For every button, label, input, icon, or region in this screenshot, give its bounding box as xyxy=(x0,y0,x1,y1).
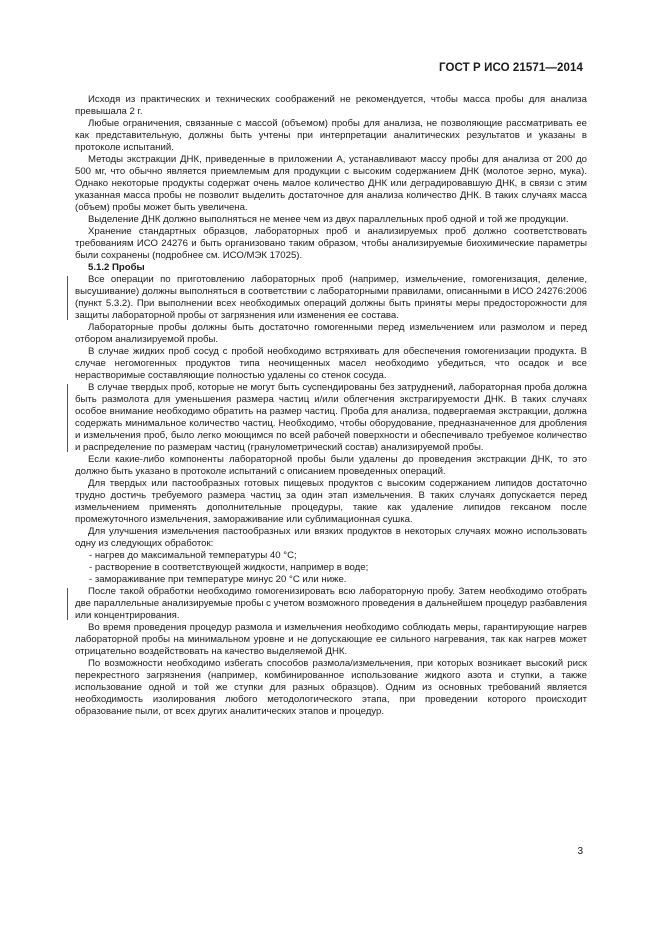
paragraph: Для улучшения измельчения пастообразных или вязких продуктов в некоторых случаях можно использовать одну из следующих обработок: xyxy=(75,526,587,549)
list-item: - замораживание при температуре минус 20 °С или ниже. xyxy=(89,574,347,585)
paragraph: Выделение ДНК должно выполняться не менее чем из двух параллельных проб одной и той же продукции. xyxy=(88,214,569,225)
page-number: 3 xyxy=(577,846,583,857)
paragraph: Если какие-либо компоненты лабораторной пробы были удалены до проведения экстракции ДНК, то это должно быть указано в протоколе испытаний с описанием проведенных операций. xyxy=(75,454,587,477)
document-code: ГОСТ Р ИСО 21571—2014 xyxy=(438,62,583,74)
paragraph: Хранение стандартных образцов, лабораторных проб и анализируемых проб должно соответствовать требованиям ИСО 24276 и быть организовано таким образом, чтобы анализируемые биохимические параметры были сохранены (подробнее см. ИСО/МЭК 17025). xyxy=(75,226,587,261)
document-body xyxy=(75,94,587,718)
list-item: - нагрев до максимальной температуры 40 °С; xyxy=(89,550,297,561)
paragraph-changed: В случае твердых проб, которые не могут быть суспендированы без затруднений, лабораторная проба должна быть размолота для уменьшения размера частиц и/или облегчения экстрагируемости ДНК. В таких случаях особое внимание необходимо обратить на размер частиц. Проба для анализа, подвергаемая экстракции, должна содержать минимальное количество частиц. Необходимо, чтобы оборудование, предназначенное для дробления и измельчения проб, было легко моющимся по всей рабочей поверхности и обеспечивало требуемое количество и распределение по размерам частиц (гранулометрический состав) анализируемой пробы. xyxy=(75,382,587,453)
list-item: - растворение в соответствующей жидкости, например в воде; xyxy=(89,562,369,573)
paragraph-changed: После такой обработки необходимо гомогенизировать всю лабораторную пробу. Затем необходимо отобрать две параллельные анализируемые пробы с учетом возможного проведения в дальнейшем процедур разбавления или концентрирования. xyxy=(75,586,587,621)
paragraph: Для твердых или пастообразных готовых пищевых продуктов с высоким содержанием липидов достаточно трудно достичь требуемого размера частиц за один этап измельчения. В таких случаях допускается перед измельчением применять дополнительные процедуры, такие как удаление липидов гексаном после промежуточного измельчения, замораживание или сублимационная сушка. xyxy=(75,478,587,525)
paragraph: Любые ограничения, связанные с массой (объемом) пробы для анализа, не позволяющие рассматривать ее как представительную, должны быть учтены при интерпретации аналитических результатов и указаны в протоколе испытаний. xyxy=(75,118,587,153)
paragraph: Во время проведения процедур размола и измельчения необходимо соблюдать меры, гарантирующие нагрев лабораторной пробы на минимальном уровне и не допускающие ее сильного нагревания, так как нагрев может отрицательно воздействовать на качество выделяемой ДНК. xyxy=(75,622,587,657)
paragraph: По возможности необходимо избегать способов размола/измельчения, при которых возникает высокий риск перекрестного загрязнения (например, комбинированное использование жидкого азота и ступки, а также использование одной и той же ступки для разных образцов). Одним из основных требований является необходимость изолирования любого методологического этапа, при проведении которого происходит образование пыли, от всех других аналитических этапов и процедур. xyxy=(75,658,587,717)
paragraph: В случае жидких проб сосуд с пробой необходимо встряхивать для обеспечения гомогенизации продукта. В случае негомогенных продуктов типа неочищенных масел необходимо убедиться, что осадок и все нерастворимые составляющие полностью удалены со стенок сосуда. xyxy=(75,346,587,381)
paragraph: Методы экстракции ДНК, приведенные в приложении А, устанавливают массу пробы для анализа от 200 до 500 мг, что обычно является приемлемым для продукции с высоким содержанием ДНК (молотое зерно, мука). Однако некоторые продукты содержат очень малое количество ДНК или деградировавшую ДНК, в связи с этим указанная масса пробы не позволит выделить достаточное для анализа количество ДНК. В таких случаях масса (объем) пробы может быть увеличена. xyxy=(75,154,587,213)
paragraph: Исходя из практических и технических соображений не рекомендуется, чтобы масса пробы для анализа превышала 2 г. xyxy=(75,94,587,117)
paragraph-changed: Все операции по приготовлению лабораторных проб (например, измельчение, гомогенизация, деление, высушивание) должны выполняться в соответствии с лабораторными правилами, описанными в ИСО 24276:2006 (пункт 5.3.2). При выполнении всех необходимых операций должны быть приняты меры предосторожности для защиты лабораторной пробы от загрязнения или изменения ее состава. xyxy=(75,274,587,321)
paragraph: Лабораторные пробы должны быть достаточно гомогенными перед измельчением или размолом и перед отбором анализируемой пробы. xyxy=(75,322,587,345)
section-heading: 5.1.2 Пробы xyxy=(88,262,145,273)
